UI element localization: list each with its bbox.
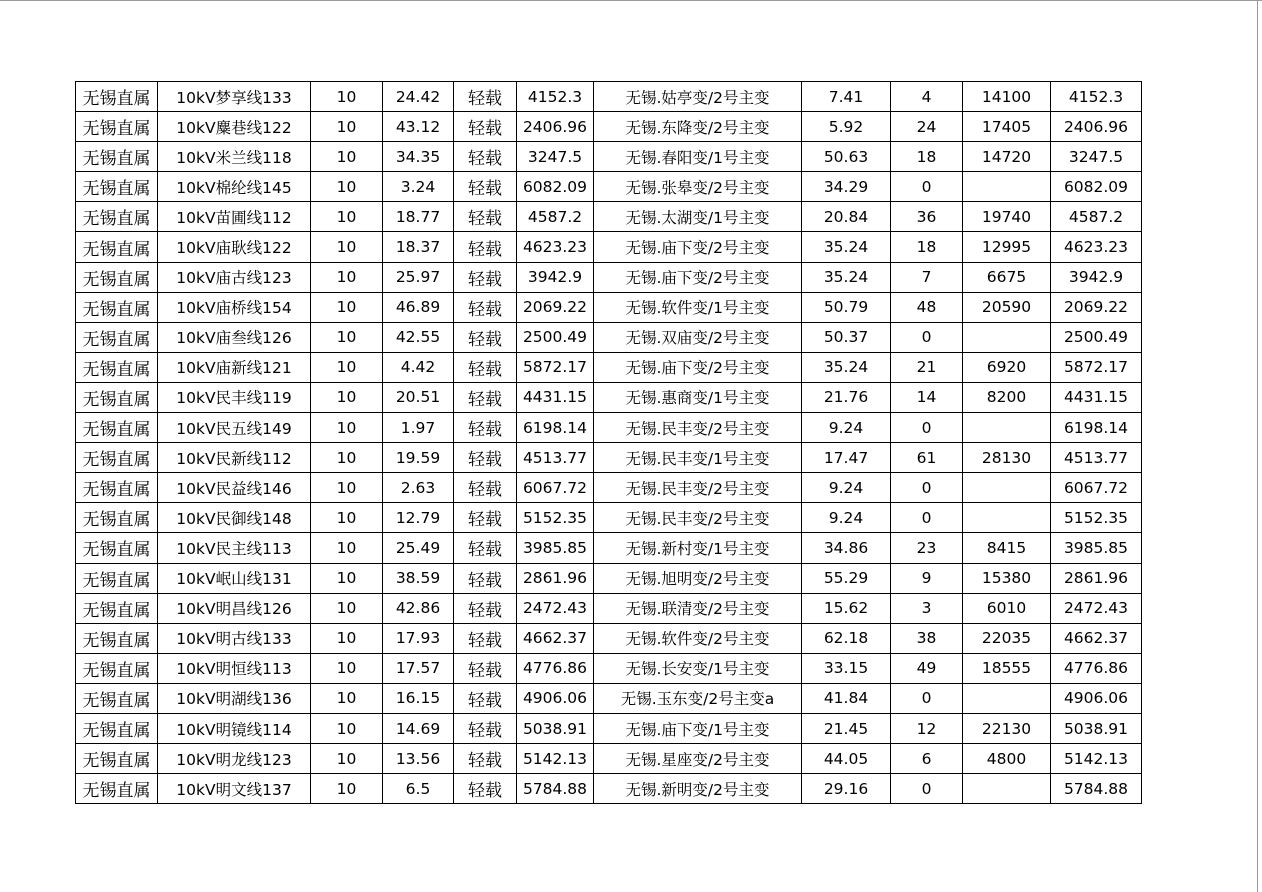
load-rate-cell: 18.77 <box>383 202 454 232</box>
count-cell: 21 <box>891 352 963 382</box>
unit-cell: 无锡直属 <box>76 112 158 142</box>
transformer-cell: 无锡.新村变/1号主变 <box>594 533 802 563</box>
total-capacity-cell <box>963 322 1051 352</box>
transformer-cell: 无锡.庙下变/2号主变 <box>594 232 802 262</box>
transformer-load-cell: 9.24 <box>802 503 891 533</box>
line-name-cell: 10kV明恒线113 <box>158 653 311 683</box>
count-cell: 24 <box>891 112 963 142</box>
total-capacity-cell: 6920 <box>963 352 1051 382</box>
transformer-cell: 无锡.软件变/2号主变 <box>594 623 802 653</box>
table-row <box>76 292 1142 322</box>
voltage-cell: 10 <box>311 202 383 232</box>
table-row <box>76 142 1142 172</box>
count-cell: 0 <box>891 413 963 443</box>
load-rate-cell: 13.56 <box>383 744 454 774</box>
line-name-cell: 10kV民新线112 <box>158 443 311 473</box>
transformer-load-cell: 34.29 <box>802 172 891 202</box>
transformer-load-cell: 29.16 <box>802 774 891 804</box>
table-row <box>76 683 1142 713</box>
line-name-cell: 10kV棉纶线145 <box>158 172 311 202</box>
table-row <box>76 262 1142 292</box>
total-capacity-cell <box>963 774 1051 804</box>
load-rate-cell: 25.49 <box>383 533 454 563</box>
load-rate-cell: 42.86 <box>383 593 454 623</box>
capacity-cell: 2472.43 <box>517 593 594 623</box>
unit-cell: 无锡直属 <box>76 443 158 473</box>
status-cell: 轻载 <box>454 563 517 593</box>
unit-cell: 无锡直属 <box>76 202 158 232</box>
transformer-cell: 无锡.长安变/1号主变 <box>594 653 802 683</box>
line-name-cell: 10kV民御线148 <box>158 503 311 533</box>
voltage-cell: 10 <box>311 172 383 202</box>
load-rate-cell: 18.37 <box>383 232 454 262</box>
total-capacity-cell <box>963 473 1051 503</box>
table-row <box>76 112 1142 142</box>
total-capacity-cell: 28130 <box>963 443 1051 473</box>
status-cell: 轻载 <box>454 352 517 382</box>
count-cell: 4 <box>891 82 963 112</box>
total-capacity-cell: 8200 <box>963 382 1051 412</box>
total-capacity-cell <box>963 172 1051 202</box>
line-name-cell: 10kV庙叁线126 <box>158 322 311 352</box>
capacity-cell: 5784.88 <box>517 774 594 804</box>
total-capacity-cell: 18555 <box>963 653 1051 683</box>
table-row <box>76 172 1142 202</box>
capacity-cell: 3942.9 <box>517 262 594 292</box>
capacity-cell: 6198.14 <box>517 413 594 443</box>
transformer-cell: 无锡.双庙变/2号主变 <box>594 322 802 352</box>
count-cell: 18 <box>891 142 963 172</box>
available-capacity-cell: 5872.17 <box>1051 352 1142 382</box>
count-cell: 0 <box>891 774 963 804</box>
status-cell: 轻载 <box>454 322 517 352</box>
voltage-cell: 10 <box>311 142 383 172</box>
line-name-cell: 10kV明龙线123 <box>158 744 311 774</box>
available-capacity-cell: 5142.13 <box>1051 744 1142 774</box>
capacity-cell: 5142.13 <box>517 744 594 774</box>
voltage-cell: 10 <box>311 563 383 593</box>
available-capacity-cell: 2472.43 <box>1051 593 1142 623</box>
count-cell: 48 <box>891 292 963 322</box>
status-cell: 轻载 <box>454 382 517 412</box>
load-rate-cell: 2.63 <box>383 473 454 503</box>
count-cell: 0 <box>891 322 963 352</box>
count-cell: 14 <box>891 382 963 412</box>
load-rate-cell: 20.51 <box>383 382 454 412</box>
status-cell: 轻载 <box>454 172 517 202</box>
voltage-cell: 10 <box>311 443 383 473</box>
load-rate-cell: 46.89 <box>383 292 454 322</box>
capacity-cell: 6067.72 <box>517 473 594 503</box>
unit-cell: 无锡直属 <box>76 262 158 292</box>
line-name-cell: 10kV庙新线121 <box>158 352 311 382</box>
table-row <box>76 82 1142 112</box>
line-name-cell: 10kV米兰线118 <box>158 142 311 172</box>
count-cell: 3 <box>891 593 963 623</box>
unit-cell: 无锡直属 <box>76 413 158 443</box>
total-capacity-cell: 15380 <box>963 563 1051 593</box>
voltage-cell: 10 <box>311 744 383 774</box>
total-capacity-cell: 14720 <box>963 142 1051 172</box>
transformer-cell: 无锡.民丰变/1号主变 <box>594 443 802 473</box>
total-capacity-cell: 6010 <box>963 593 1051 623</box>
unit-cell: 无锡直属 <box>76 172 158 202</box>
transformer-cell: 无锡.太湖变/1号主变 <box>594 202 802 232</box>
available-capacity-cell: 4152.3 <box>1051 82 1142 112</box>
capacity-cell: 2500.49 <box>517 322 594 352</box>
line-name-cell: 10kV庙桥线154 <box>158 292 311 322</box>
total-capacity-cell <box>963 683 1051 713</box>
transformer-cell: 无锡.张皋变/2号主变 <box>594 172 802 202</box>
total-capacity-cell: 12995 <box>963 232 1051 262</box>
transformer-load-cell: 15.62 <box>802 593 891 623</box>
status-cell: 轻载 <box>454 713 517 743</box>
transformer-cell: 无锡.联清变/2号主变 <box>594 593 802 623</box>
table-row <box>76 713 1142 743</box>
voltage-cell: 10 <box>311 533 383 563</box>
total-capacity-cell: 8415 <box>963 533 1051 563</box>
voltage-cell: 10 <box>311 322 383 352</box>
voltage-cell: 10 <box>311 473 383 503</box>
unit-cell: 无锡直属 <box>76 623 158 653</box>
status-cell: 轻载 <box>454 112 517 142</box>
line-name-cell: 10kV庙古线123 <box>158 262 311 292</box>
voltage-cell: 10 <box>311 774 383 804</box>
unit-cell: 无锡直属 <box>76 352 158 382</box>
transformer-cell: 无锡.民丰变/2号主变 <box>594 503 802 533</box>
load-rate-cell: 17.57 <box>383 653 454 683</box>
unit-cell: 无锡直属 <box>76 683 158 713</box>
transformer-load-cell: 35.24 <box>802 232 891 262</box>
table-row <box>76 202 1142 232</box>
transformer-load-cell: 41.84 <box>802 683 891 713</box>
table-row <box>76 352 1142 382</box>
total-capacity-cell: 22035 <box>963 623 1051 653</box>
voltage-cell: 10 <box>311 503 383 533</box>
transformer-cell: 无锡.民丰变/2号主变 <box>594 413 802 443</box>
transformer-load-cell: 17.47 <box>802 443 891 473</box>
transformer-load-cell: 35.24 <box>802 352 891 382</box>
unit-cell: 无锡直属 <box>76 142 158 172</box>
status-cell: 轻载 <box>454 683 517 713</box>
transformer-load-cell: 50.37 <box>802 322 891 352</box>
available-capacity-cell: 2500.49 <box>1051 322 1142 352</box>
total-capacity-cell: 20590 <box>963 292 1051 322</box>
count-cell: 9 <box>891 563 963 593</box>
transformer-cell: 无锡.庙下变/1号主变 <box>594 713 802 743</box>
count-cell: 23 <box>891 533 963 563</box>
unit-cell: 无锡直属 <box>76 382 158 412</box>
transformer-cell: 无锡.春阳变/1号主变 <box>594 142 802 172</box>
page-top-border <box>0 0 1262 1</box>
page-right-border <box>1257 0 1258 892</box>
available-capacity-cell: 4587.2 <box>1051 202 1142 232</box>
available-capacity-cell: 4623.23 <box>1051 232 1142 262</box>
data-table <box>75 81 1142 804</box>
total-capacity-cell: 14100 <box>963 82 1051 112</box>
line-name-cell: 10kV民五线149 <box>158 413 311 443</box>
line-name-cell: 10kV明古线133 <box>158 623 311 653</box>
transformer-load-cell: 5.92 <box>802 112 891 142</box>
table-row <box>76 473 1142 503</box>
count-cell: 61 <box>891 443 963 473</box>
table-row <box>76 533 1142 563</box>
table-row <box>76 413 1142 443</box>
count-cell: 36 <box>891 202 963 232</box>
line-name-cell: 10kV明文线137 <box>158 774 311 804</box>
transformer-load-cell: 9.24 <box>802 473 891 503</box>
voltage-cell: 10 <box>311 262 383 292</box>
load-rate-cell: 14.69 <box>383 713 454 743</box>
capacity-cell: 4513.77 <box>517 443 594 473</box>
unit-cell: 无锡直属 <box>76 563 158 593</box>
status-cell: 轻载 <box>454 262 517 292</box>
available-capacity-cell: 6198.14 <box>1051 413 1142 443</box>
transformer-cell: 无锡.庙下变/2号主变 <box>594 262 802 292</box>
total-capacity-cell <box>963 413 1051 443</box>
capacity-cell: 4776.86 <box>517 653 594 683</box>
capacity-cell: 5038.91 <box>517 713 594 743</box>
capacity-cell: 2069.22 <box>517 292 594 322</box>
line-name-cell: 10kV明镜线114 <box>158 713 311 743</box>
transformer-load-cell: 21.45 <box>802 713 891 743</box>
table-row <box>76 623 1142 653</box>
count-cell: 18 <box>891 232 963 262</box>
available-capacity-cell: 4776.86 <box>1051 653 1142 683</box>
load-rate-cell: 4.42 <box>383 352 454 382</box>
unit-cell: 无锡直属 <box>76 232 158 262</box>
voltage-cell: 10 <box>311 713 383 743</box>
table-row <box>76 503 1142 533</box>
transformer-load-cell: 9.24 <box>802 413 891 443</box>
count-cell: 12 <box>891 713 963 743</box>
unit-cell: 无锡直属 <box>76 593 158 623</box>
voltage-cell: 10 <box>311 413 383 443</box>
available-capacity-cell: 3985.85 <box>1051 533 1142 563</box>
table-row <box>76 322 1142 352</box>
load-rate-cell: 43.12 <box>383 112 454 142</box>
total-capacity-cell <box>963 503 1051 533</box>
transformer-cell: 无锡.旭明变/2号主变 <box>594 563 802 593</box>
transformer-load-cell: 21.76 <box>802 382 891 412</box>
load-rate-cell: 6.5 <box>383 774 454 804</box>
total-capacity-cell: 6675 <box>963 262 1051 292</box>
available-capacity-cell: 5784.88 <box>1051 774 1142 804</box>
capacity-cell: 2406.96 <box>517 112 594 142</box>
line-name-cell: 10kV岷山线131 <box>158 563 311 593</box>
status-cell: 轻载 <box>454 413 517 443</box>
line-name-cell: 10kV民丰线119 <box>158 382 311 412</box>
status-cell: 轻载 <box>454 593 517 623</box>
capacity-cell: 3247.5 <box>517 142 594 172</box>
status-cell: 轻载 <box>454 774 517 804</box>
status-cell: 轻载 <box>454 292 517 322</box>
total-capacity-cell: 22130 <box>963 713 1051 743</box>
table-body <box>76 82 1142 804</box>
transformer-load-cell: 7.41 <box>802 82 891 112</box>
capacity-cell: 4662.37 <box>517 623 594 653</box>
total-capacity-cell: 19740 <box>963 202 1051 232</box>
line-name-cell: 10kV庙耿线122 <box>158 232 311 262</box>
load-rate-cell: 42.55 <box>383 322 454 352</box>
available-capacity-cell: 6067.72 <box>1051 473 1142 503</box>
capacity-cell: 6082.09 <box>517 172 594 202</box>
available-capacity-cell: 2861.96 <box>1051 563 1142 593</box>
voltage-cell: 10 <box>311 112 383 142</box>
unit-cell: 无锡直属 <box>76 322 158 352</box>
status-cell: 轻载 <box>454 202 517 232</box>
transformer-cell: 无锡.玉东变/2号主变a <box>594 683 802 713</box>
transformer-load-cell: 20.84 <box>802 202 891 232</box>
total-capacity-cell: 17405 <box>963 112 1051 142</box>
load-rate-cell: 1.97 <box>383 413 454 443</box>
count-cell: 0 <box>891 172 963 202</box>
voltage-cell: 10 <box>311 352 383 382</box>
load-rate-cell: 17.93 <box>383 623 454 653</box>
capacity-cell: 2861.96 <box>517 563 594 593</box>
unit-cell: 无锡直属 <box>76 533 158 563</box>
transformer-load-cell: 33.15 <box>802 653 891 683</box>
voltage-cell: 10 <box>311 623 383 653</box>
available-capacity-cell: 2406.96 <box>1051 112 1142 142</box>
load-rate-cell: 3.24 <box>383 172 454 202</box>
available-capacity-cell: 4906.06 <box>1051 683 1142 713</box>
transformer-load-cell: 35.24 <box>802 262 891 292</box>
line-name-cell: 10kV民益线146 <box>158 473 311 503</box>
voltage-cell: 10 <box>311 232 383 262</box>
line-name-cell: 10kV麋巷线122 <box>158 112 311 142</box>
capacity-cell: 3985.85 <box>517 533 594 563</box>
table-row <box>76 653 1142 683</box>
status-cell: 轻载 <box>454 473 517 503</box>
table-row <box>76 382 1142 412</box>
unit-cell: 无锡直属 <box>76 744 158 774</box>
unit-cell: 无锡直属 <box>76 292 158 322</box>
load-rate-cell: 12.79 <box>383 503 454 533</box>
available-capacity-cell: 5152.35 <box>1051 503 1142 533</box>
line-name-cell: 10kV梦享线133 <box>158 82 311 112</box>
status-cell: 轻载 <box>454 533 517 563</box>
line-name-cell: 10kV明昌线126 <box>158 593 311 623</box>
table-row <box>76 443 1142 473</box>
table-row <box>76 232 1142 262</box>
table-row <box>76 774 1142 804</box>
load-rate-cell: 38.59 <box>383 563 454 593</box>
available-capacity-cell: 3247.5 <box>1051 142 1142 172</box>
count-cell: 7 <box>891 262 963 292</box>
load-rate-cell: 34.35 <box>383 142 454 172</box>
unit-cell: 无锡直属 <box>76 653 158 683</box>
table-row <box>76 563 1142 593</box>
voltage-cell: 10 <box>311 382 383 412</box>
capacity-cell: 4431.15 <box>517 382 594 412</box>
line-name-cell: 10kV明湖线136 <box>158 683 311 713</box>
available-capacity-cell: 4662.37 <box>1051 623 1142 653</box>
available-capacity-cell: 6082.09 <box>1051 172 1142 202</box>
table-row <box>76 593 1142 623</box>
transformer-load-cell: 55.29 <box>802 563 891 593</box>
count-cell: 6 <box>891 744 963 774</box>
line-name-cell: 10kV苗圃线112 <box>158 202 311 232</box>
load-rate-cell: 19.59 <box>383 443 454 473</box>
transformer-cell: 无锡.姑亭变/2号主变 <box>594 82 802 112</box>
voltage-cell: 10 <box>311 653 383 683</box>
capacity-cell: 5152.35 <box>517 503 594 533</box>
line-name-cell: 10kV民主线113 <box>158 533 311 563</box>
transformer-cell: 无锡.惠商变/1号主变 <box>594 382 802 412</box>
transformer-load-cell: 34.86 <box>802 533 891 563</box>
count-cell: 0 <box>891 683 963 713</box>
unit-cell: 无锡直属 <box>76 503 158 533</box>
table-row <box>76 744 1142 774</box>
capacity-cell: 4152.3 <box>517 82 594 112</box>
available-capacity-cell: 5038.91 <box>1051 713 1142 743</box>
unit-cell: 无锡直属 <box>76 774 158 804</box>
transformer-cell: 无锡.民丰变/2号主变 <box>594 473 802 503</box>
status-cell: 轻载 <box>454 503 517 533</box>
capacity-cell: 5872.17 <box>517 352 594 382</box>
count-cell: 49 <box>891 653 963 683</box>
status-cell: 轻载 <box>454 744 517 774</box>
capacity-cell: 4587.2 <box>517 202 594 232</box>
available-capacity-cell: 2069.22 <box>1051 292 1142 322</box>
count-cell: 0 <box>891 473 963 503</box>
transformer-load-cell: 44.05 <box>802 744 891 774</box>
voltage-cell: 10 <box>311 593 383 623</box>
total-capacity-cell: 4800 <box>963 744 1051 774</box>
available-capacity-cell: 3942.9 <box>1051 262 1142 292</box>
count-cell: 38 <box>891 623 963 653</box>
available-capacity-cell: 4431.15 <box>1051 382 1142 412</box>
transformer-load-cell: 50.79 <box>802 292 891 322</box>
status-cell: 轻载 <box>454 142 517 172</box>
transformer-cell: 无锡.软件变/1号主变 <box>594 292 802 322</box>
status-cell: 轻载 <box>454 653 517 683</box>
capacity-cell: 4906.06 <box>517 683 594 713</box>
transformer-cell: 无锡.新明变/2号主变 <box>594 774 802 804</box>
load-rate-cell: 24.42 <box>383 82 454 112</box>
transformer-load-cell: 62.18 <box>802 623 891 653</box>
load-rate-cell: 25.97 <box>383 262 454 292</box>
status-cell: 轻载 <box>454 82 517 112</box>
unit-cell: 无锡直属 <box>76 473 158 503</box>
available-capacity-cell: 4513.77 <box>1051 443 1142 473</box>
capacity-cell: 4623.23 <box>517 232 594 262</box>
transformer-cell: 无锡.庙下变/2号主变 <box>594 352 802 382</box>
status-cell: 轻载 <box>454 232 517 262</box>
voltage-cell: 10 <box>311 292 383 322</box>
transformer-cell: 无锡.星座变/2号主变 <box>594 744 802 774</box>
load-rate-cell: 16.15 <box>383 683 454 713</box>
transformer-load-cell: 50.63 <box>802 142 891 172</box>
voltage-cell: 10 <box>311 683 383 713</box>
voltage-cell: 10 <box>311 82 383 112</box>
transformer-cell: 无锡.东降变/2号主变 <box>594 112 802 142</box>
count-cell: 0 <box>891 503 963 533</box>
unit-cell: 无锡直属 <box>76 713 158 743</box>
status-cell: 轻载 <box>454 623 517 653</box>
unit-cell: 无锡直属 <box>76 82 158 112</box>
status-cell: 轻载 <box>454 443 517 473</box>
